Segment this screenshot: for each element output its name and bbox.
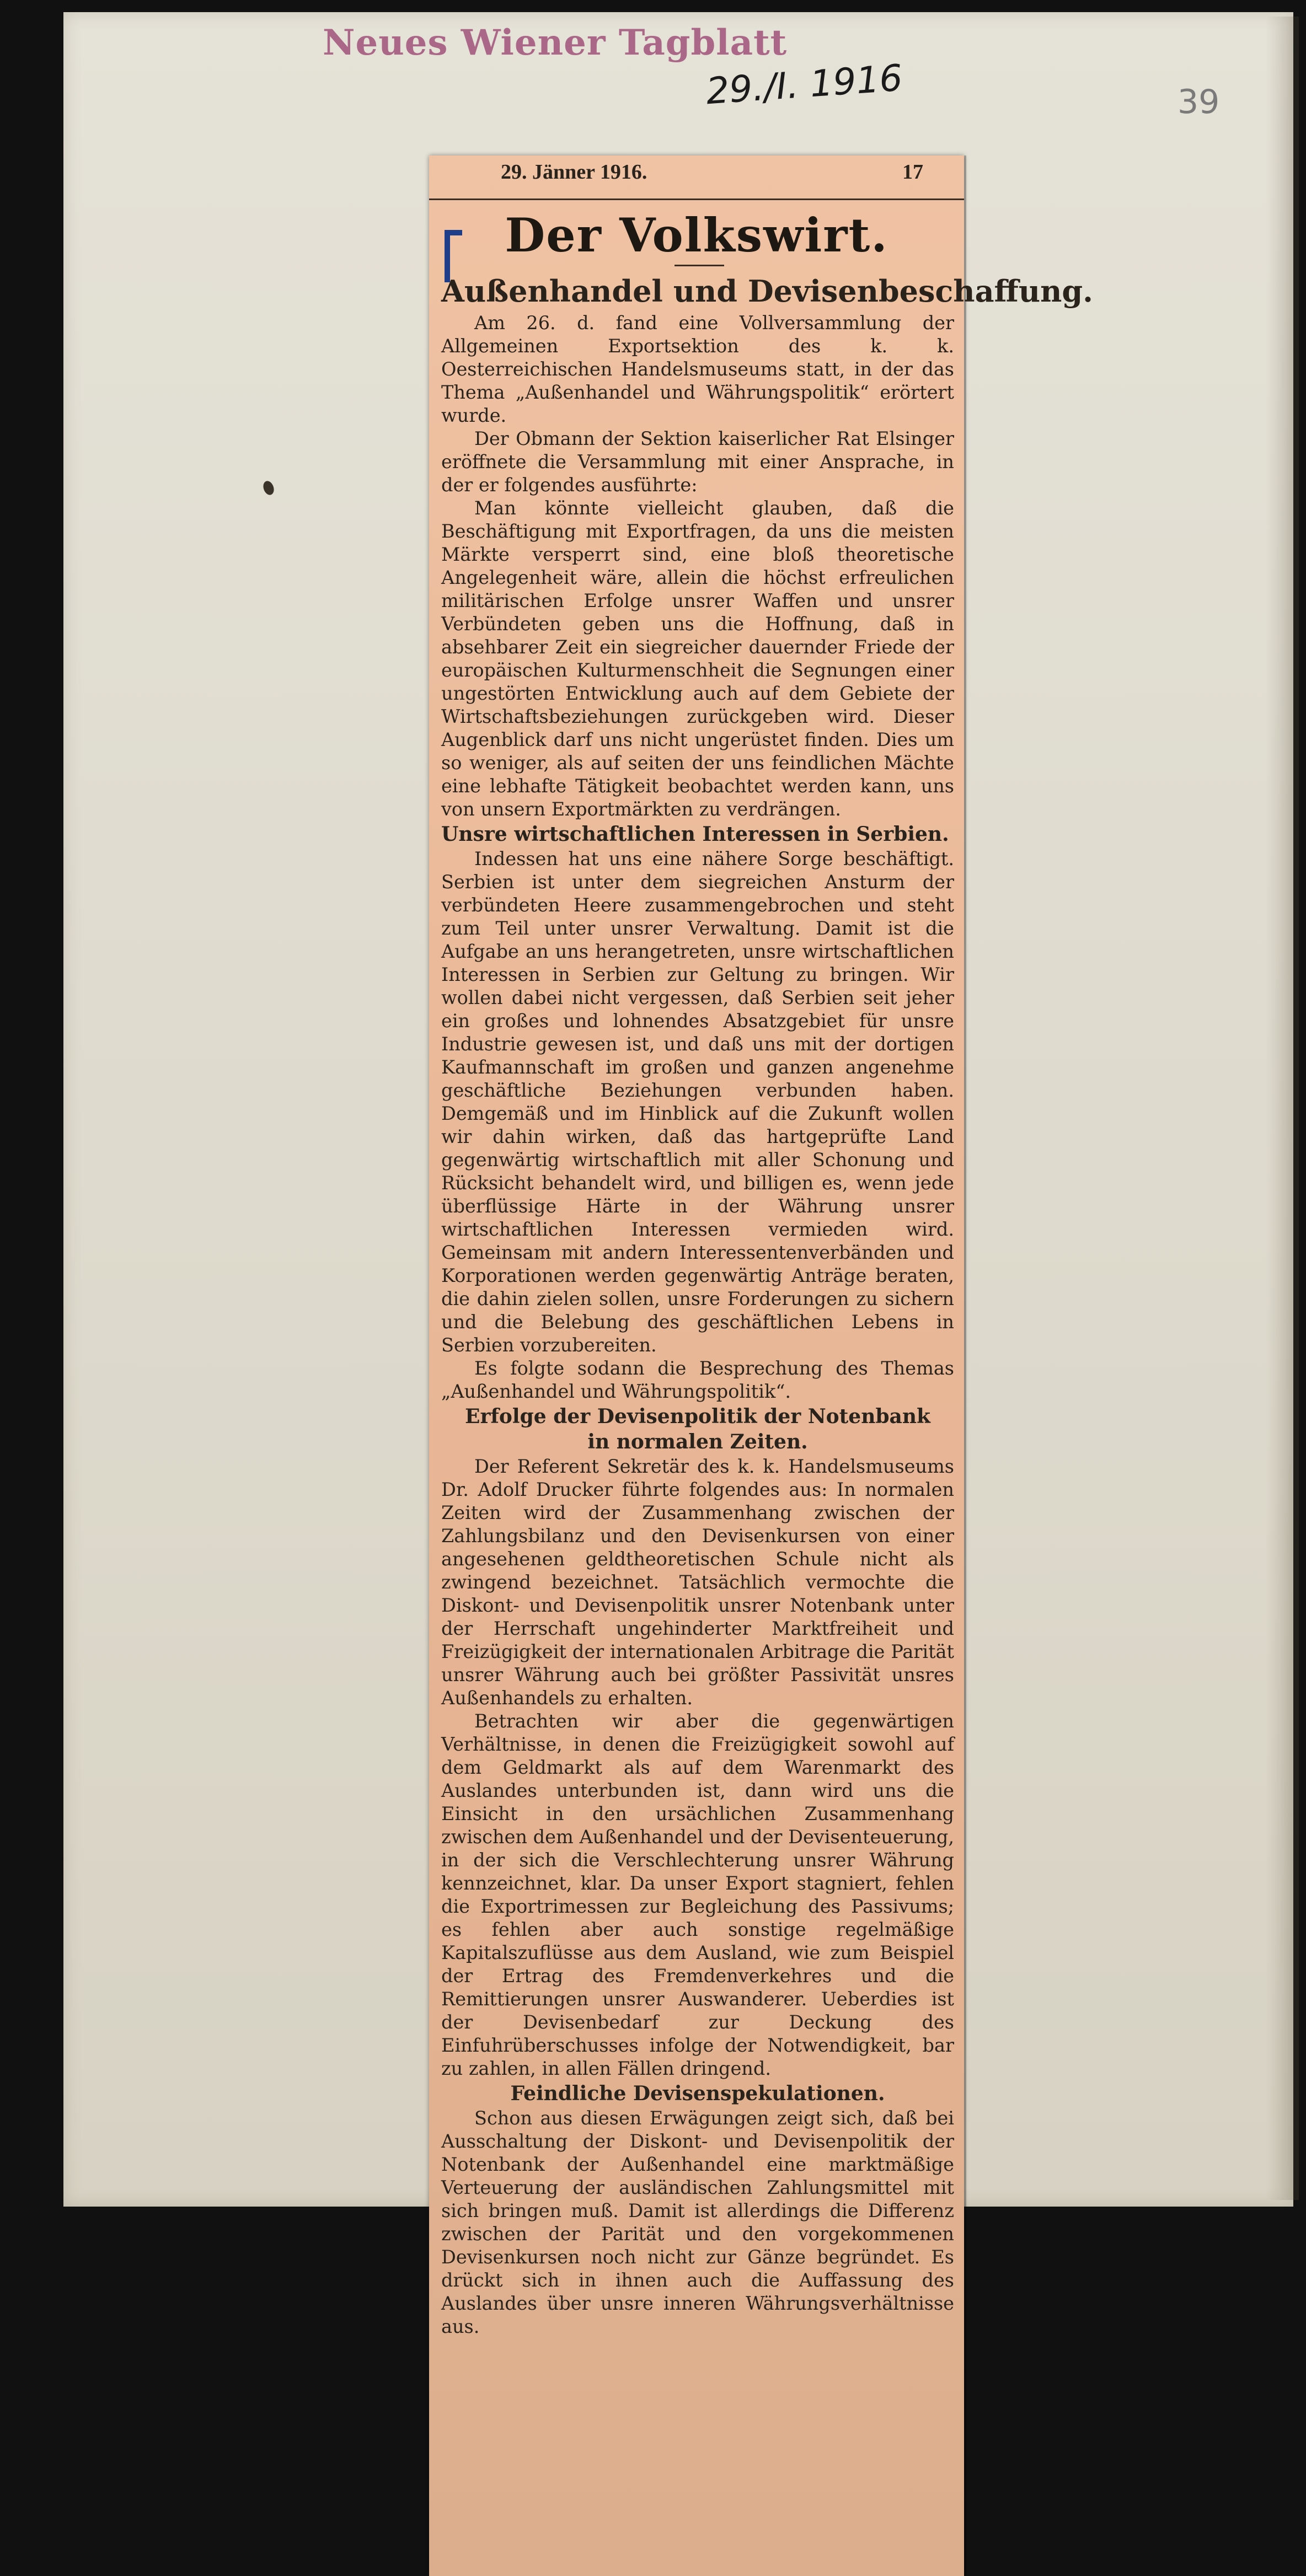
subheading: Unsre wirtschaftlichen Interessen in Serbien. <box>441 823 949 846</box>
clipping-header <box>429 155 964 200</box>
subheading: Erfolge der Devisenpolitik der Notenbank <box>465 1405 930 1428</box>
article-body <box>441 273 1093 2562</box>
clipping-date: 29. Jänner 1916. <box>501 160 647 184</box>
paragraph: Es folgte sodann die Besprechung des Themas „Außenhandel und Währungspolitik“. <box>441 1357 954 1402</box>
clipping-page-number: 17 <box>902 160 923 184</box>
paragraph: Schon aus diesen Erwägungen zeigt sich, daß bei Ausschaltung der Diskont- und Devisenpolitik der Notenbank der Außenhandel eine marktmäßige Verteuerung der ausländischen Zahlungsmittel mit sich bringen muß. Damit ist allerdings die Differenz zwischen der Parität und den vorgekommenen Devisenkursen noch nicht zur Gänze begründet. Es drückt sich in ihnen auch die Auffassung des Auslandes über unsre inneren Währungsverhältnisse aus. <box>441 2107 954 2337</box>
paragraph: Am 26. d. fand eine Vollversammlung der Allgemeinen Exportsektion des k. k. Oesterreichischen Handelsmuseums statt, in der das Thema „Außenhandel und Währungspolitik“ erörtert wurde. <box>441 312 954 426</box>
paragraph: Indessen hat uns eine nähere Sorge beschäftigt. Serbien ist unter dem siegreichen Ansturm der verbündeten Heere zusammengebrochen und steht zum Teil unter unsrer Verwaltung. Damit ist die Aufgabe an uns herangetreten, unsre wirtschaftlichen Interessen in Serbien zur Geltung zu bringen. Wir wollen dabei nicht vergessen, daß Serbien seit jeher ein großes und lohnendes Absatzgebiet für unsre Industrie gewesen ist, und daß uns mit der dortigen Kaufmannschaft im großen und ganzen angenehme geschäftliche Beziehungen verbunden haben. Demgemäß und im Hinblick auf die Zukunft wollen wir dahin wirken, daß das hartgeprüfte Land gegenwärtig wirtschaftlich mit aller Schonung und Rücksicht behandelt wird, und billigen es, wenn jede überflüssige Härte in der Währung unsrer wirtschaftlichen Interessen vermieden wird. Gemeinsam mit andern Interessentenverbänden und Korporationen werden gegenwärtig Anträge beraten, die dahin zielen sollen, unsre Forderungen zu sichern und die Belebung des geschäftlichen Lebens in Serbien vorzubereiten. <box>441 848 954 1356</box>
archive-page-number: 39 <box>1177 83 1220 121</box>
paragraph: Betrachten wir aber die gegenwärtigen Verhältnisse, in denen die Freizügigkeit sowohl auf dem Geldmarkt als auf dem Warenmarkt des Auslandes unterbunden ist, dann wird uns die Einsicht in den ursächlichen Zusammenhang zwischen dem Außenhandel und der Devisenteuerung, in der sich die Verschlechterung unsrer Währung kennzeichnet, klar. Da unser Export stagniert, fehlen die Exportrimessen zur Begleichung des Passivums; es fehlen aber auch sonstige regelmäßige Kapitalszuflüsse aus dem Ausland, wie zum Beispiel der Ertrag des Fremdenverkehres und die Remittierungen unsrer Auswanderer. Ueberdies ist der Devisenbedarf zur Deckung des Einfuhrüberschusses infolge der Notwendigkeit, bar zu zahlen, in allen Fällen dringend. <box>441 1710 954 2079</box>
subheading: Feindliche Devisenspekulationen. <box>510 2082 885 2105</box>
paragraph: Der Referent Sekretär des k. k. Handelsmuseums Dr. Adolf Drucker führte folgendes aus: In normalen Zeiten wird der Zusammenhang zwischen der Zahlungsbilanz und den Devisenkursen von einer angesehenen geldtheoretischen Schule nicht als zwingend bezeichnet. Tatsächlich vermochte die Diskont- und Devisenpolitik unsrer Notenbank unter der Herrschaft ungehinderter Marktfreiheit und Freizügigkeit der internationalen Arbitrage die Parität unsrer Währung auch bei größter Passivität unsres Außenhandels zu erhalten. <box>441 1456 954 1709</box>
handwritten-date: 29./I. 1916 <box>704 56 904 113</box>
newspaper-clipping <box>429 155 1093 2576</box>
newspaper-stamp: Neues Wiener Tagblatt <box>323 22 788 63</box>
paragraph: Man könnte vielleicht glauben, daß die Beschäftigung mit Exportfragen, da uns die meisten Märkte versperrt sind, eine bloß theoretische Angelegenheit wäre, allein die höchst erfreulichen militärischen Erfolge unsrer Waffen und unsrer Verbündeten geben uns die Hoffnung, daß in absehbarer Zeit ein siegreicher dauernder Friede der europäischen Kulturmenschheit die Segnungen einer ungestörten Entwicklung auch auf dem Gebiete der Wirtschaftsbeziehungen zurückgeben wird. Dieser Augenblick darf uns nicht ungerüstet finden. Dies um so weniger, als auf seiten der uns feindlichen Mächte eine lebhafte Tätigkeit beobachtet werden kann, uns von unsern Exportmärkten zu verdrängen. <box>441 497 954 820</box>
subheading: in normalen Zeiten. <box>587 1430 808 1453</box>
article-title: Außenhandel und Devisenbeschaffung. <box>441 273 1093 309</box>
section-title: Der Volkswirt. <box>505 208 888 262</box>
paragraph: Der Obmann der Sektion kaiserlicher Rat Elsinger eröffnete die Versammlung mit einer Ansprache, in der er folgendes ausführte: <box>441 428 954 496</box>
title-rule <box>675 265 724 266</box>
board-edge-shadow <box>1266 17 1299 2200</box>
